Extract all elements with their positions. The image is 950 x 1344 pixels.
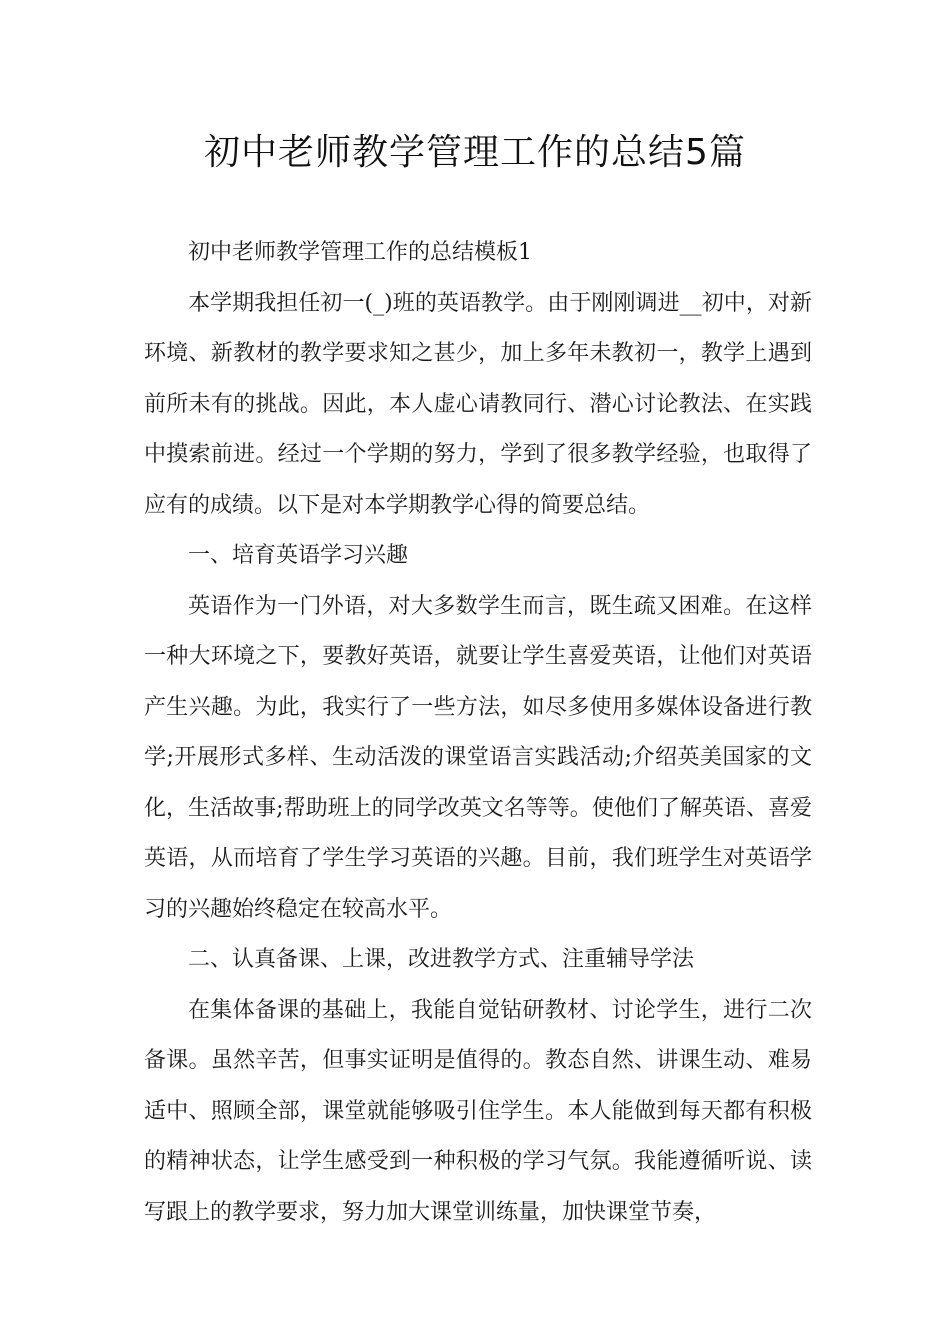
- section-heading-lesson-prep: 二、认真备课、上课，改进教学方式、注重辅导学法: [188, 947, 695, 972]
- document-body: [144, 228, 812, 1238]
- section-heading-interest: 一、培育英语学习兴趣: [188, 543, 409, 568]
- paragraph-interest: 英语作为一门外语，对大多数学生而言，既生疏又困难。在这样一种大环境之下，要教好英语，就要让学生喜爱英语，让他们对英语产生兴趣。为此，我实行了一些方法，如尽多使用多媒体设备进行教学;开展形式多样、生动活泼的课堂语言实践活动;介绍英美国家的文化，生活故事;帮助班上的同学改英文名等等。使他们了解英语、喜爱英语，从而培育了学生学习英语的兴趣。目前，我们班学生对英语学习的兴趣始终稳定在较高水平。: [144, 593, 812, 922]
- section-heading-template-1: 初中老师教学管理工作的总结模板1: [188, 240, 532, 265]
- document-title: 初中老师教学管理工作的总结5篇: [204, 132, 746, 173]
- paragraph-lesson-prep: 在集体备课的基础上，我能自觉钻研教材、讨论学生，进行二次备课。虽然辛苦，但事实证明是值得的。教态自然、讲课生动、难易适中、照顾全部，课堂就能够吸引住学生。本人能做到每天都有积极的精神状态，让学生感受到一种积极的学习气氛。我能遵循听说、读写跟上的教学要求，努力加大课堂训练量，加快课堂节奏，: [144, 997, 812, 1225]
- paragraph-intro: 本学期我担任初一(_)班的英语教学。由于刚刚调进__初中，对新环境、新教材的教学要求知之甚少，加上多年未教初一，教学上遇到前所未有的挑战。因此，本人虚心请教同行、潜心讨论教法、在实践中摸索前进。经过一个学期的努力，学到了很多教学经验，也取得了应有的成绩。以下是对本学期教学心得的简要总结。: [144, 290, 812, 518]
